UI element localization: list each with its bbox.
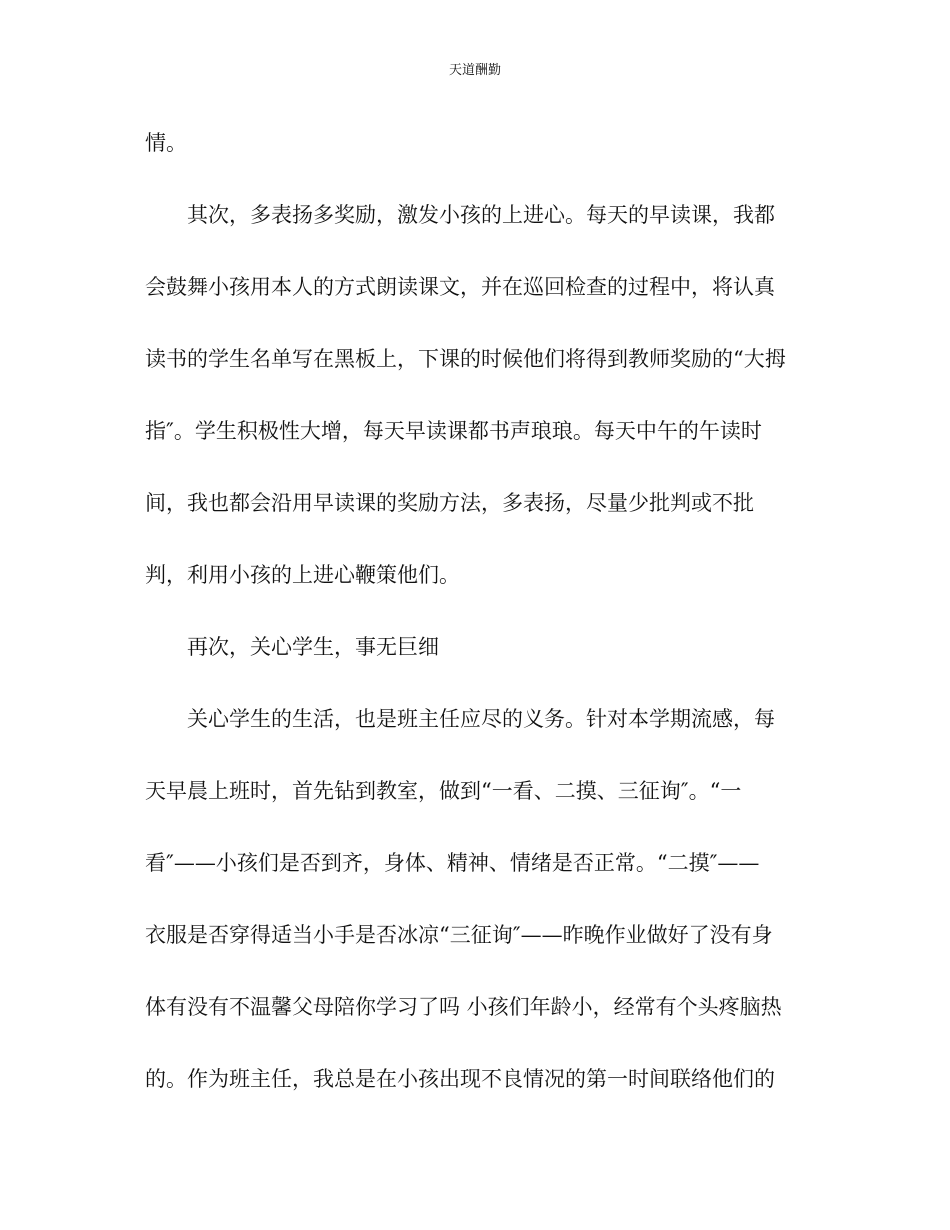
text-line: 的。作为班主任，我总是在小孩出现不良情况的第一时间联络他们的 [145, 1067, 775, 1091]
text-line: 天早晨上班时，首先钻到教室，做到“一看、二摸、三征询″。“一 [145, 779, 742, 803]
text-line: 指″。学生积极性大增，每天早读课都书声琅琅。每天中午的午读时 [145, 419, 762, 443]
section-heading-line: 再次，关心学生，事无巨细 [187, 635, 439, 659]
text-line: 衣服是否穿得适当小手是否冰凉“三征询″——昨晚作业做好了没有身 [145, 923, 773, 947]
page-header: 天道酬勤 [448, 63, 501, 78]
paragraph-start-line: 关心学生的生活，也是班主任应尽的义务。针对本学期流感，每 [187, 707, 775, 731]
text-line: 读书的学生名单写在黑板上，下课的时候他们将得到教师奖励的“大拇 [145, 347, 786, 371]
text-line: 看″——小孩们是否到齐，身体、精神、情绪是否正常。“二摸″—— [145, 851, 760, 875]
document-body [145, 125, 810, 1133]
text-line: 判，利用小孩的上进心鞭策他们。 [145, 563, 460, 587]
text-line: 间，我也都会沿用早读课的奖励方法，多表扬，尽量少批判或不批 [145, 491, 754, 515]
text-line: 情。 [145, 131, 187, 155]
text-line: 体有没有不温馨父母陪你学习了吗 小孩们年龄小，经常有个头疼脑热 [145, 995, 782, 1019]
text-line: 会鼓舞小孩用本人的方式朗读课文，并在巡回检查的过程中，将认真 [145, 275, 775, 299]
paragraph-start-line: 其次，多表扬多奖励，激发小孩的上进心。每天的早读课，我都 [187, 203, 775, 227]
